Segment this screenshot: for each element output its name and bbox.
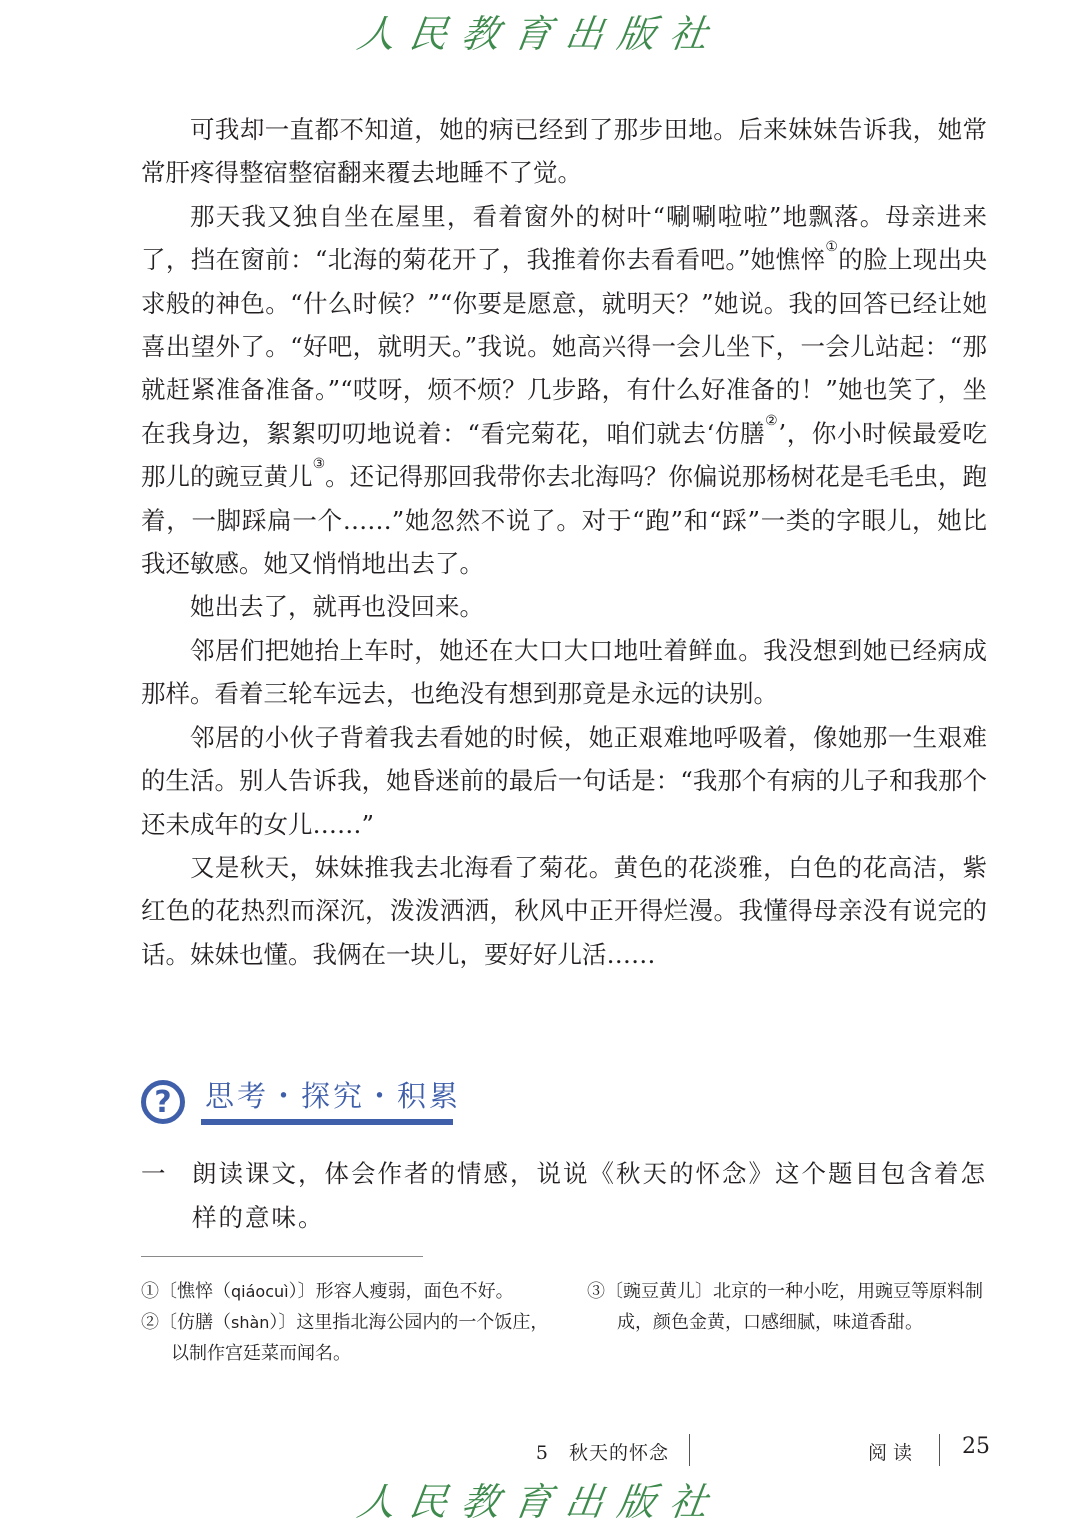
exercise-item	[141, 1152, 987, 1240]
main-text	[141, 108, 987, 976]
publisher-name: 人民教育出版社	[354, 1479, 725, 1524]
footnote-mark: ②	[765, 412, 779, 429]
paragraph: 邻居们把她抬上车时，她还在大口大口地吐着鲜血。我没想到她已经病成那样。看着三轮车远去，也绝没有想到那竟是永远的诀别。	[141, 635, 987, 709]
question-icon: ?	[141, 1080, 185, 1124]
footer-divider	[689, 1434, 690, 1466]
paragraph: 她出去了，就再也没回来。	[190, 592, 484, 622]
publisher-logo-top	[0, 0, 1080, 60]
exercise-number: 一	[141, 1159, 168, 1188]
footnote: ③〔豌豆黄儿〕北京的一种小吃，用豌豆等原料制成，颜色金黄，口感细腻，味道香甜。	[587, 1281, 983, 1333]
paragraph: 邻居的小伙子背着我去看她的时候，她正艰难地呼吸着，像她那一生艰难的生活。别人告诉我，她昏迷前的最后一句话是：“我那个有病的儿子和我那个还未成年的女儿……”	[141, 722, 987, 839]
footnote: ②〔仿膳（shàn）〕这里指北海公园内的一个饭庄，以制作宫廷菜而闻名。	[141, 1312, 549, 1364]
paragraph: 又是秋天，妹妹推我去北海看了菊花。黄色的花淡雅，白色的花高洁，紫红色的花热烈而深沉，泼泼洒洒，秋风中正开得烂漫。我懂得母亲没有说完的话。妹妹也懂。我俩在一块儿，要好好儿活……	[141, 852, 987, 969]
section-label: 阅读	[868, 1442, 919, 1464]
footer-divider	[939, 1434, 940, 1466]
footnotes-right	[587, 1276, 987, 1338]
section-heading	[141, 1072, 461, 1132]
paragraph: 可我却一直都不知道，她的病已经到了那步田地。后来妹妹告诉我，她常常肝疼得整宿整宿翻来覆去地睡不了觉。	[141, 115, 987, 188]
section-underline	[201, 1119, 453, 1125]
footnote-mark: ①	[825, 239, 839, 256]
exercise-text: 朗读课文，体会作者的情感，说说《秋天的怀念》这个题目包含着怎样的意味。	[192, 1159, 987, 1232]
footnote: ①〔憔悴（qiáocuì）〕形容人瘦弱，面色不好。	[141, 1281, 514, 1302]
footnote-mark: ③	[312, 456, 326, 473]
publisher-name: 人民教育出版社	[354, 11, 725, 56]
lesson-title: 5 秋天的怀念	[535, 1442, 669, 1464]
paragraph: 那天我又独自坐在屋里，看着窗外的树叶“唰唰啦啦”地飘落。母亲进来了，挡在窗前：“北海的菊花开了，我推着你去看看吧。”她憔悴①的脸上现出央求般的神色。“什么时候？”“你要是愿意，就明天？”她说。我的回答已经让她喜出望外了。“好吧，就明天。”我说。她高兴得一会儿坐下，一会儿站起：“那就赶紧准备准备。”“哎呀，烦不烦？几步路，有什么好准备的！”她也笑了，坐在我身边，絮絮叨叨地说着：“看完菊花，咱们就去‘仿膳②’，你小时候最爱吃那儿的豌豆黄儿③。还记得那回我带你去北海吗？你偏说那杨树花是毛毛虫，跑着，一脚踩扁一个……”她忽然不说了。对于“跑”和“踩”一类的字眼儿，她比我还敏感。她又悄悄地出去了。	[141, 201, 988, 579]
section-title: 思考・探究・积累	[205, 1079, 462, 1113]
page-footer	[0, 1432, 1080, 1468]
footnotes-left	[141, 1276, 551, 1369]
publisher-logo-bottom	[0, 1468, 1080, 1528]
footnote-divider	[141, 1256, 423, 1257]
page-number: 25	[962, 1434, 990, 1459]
